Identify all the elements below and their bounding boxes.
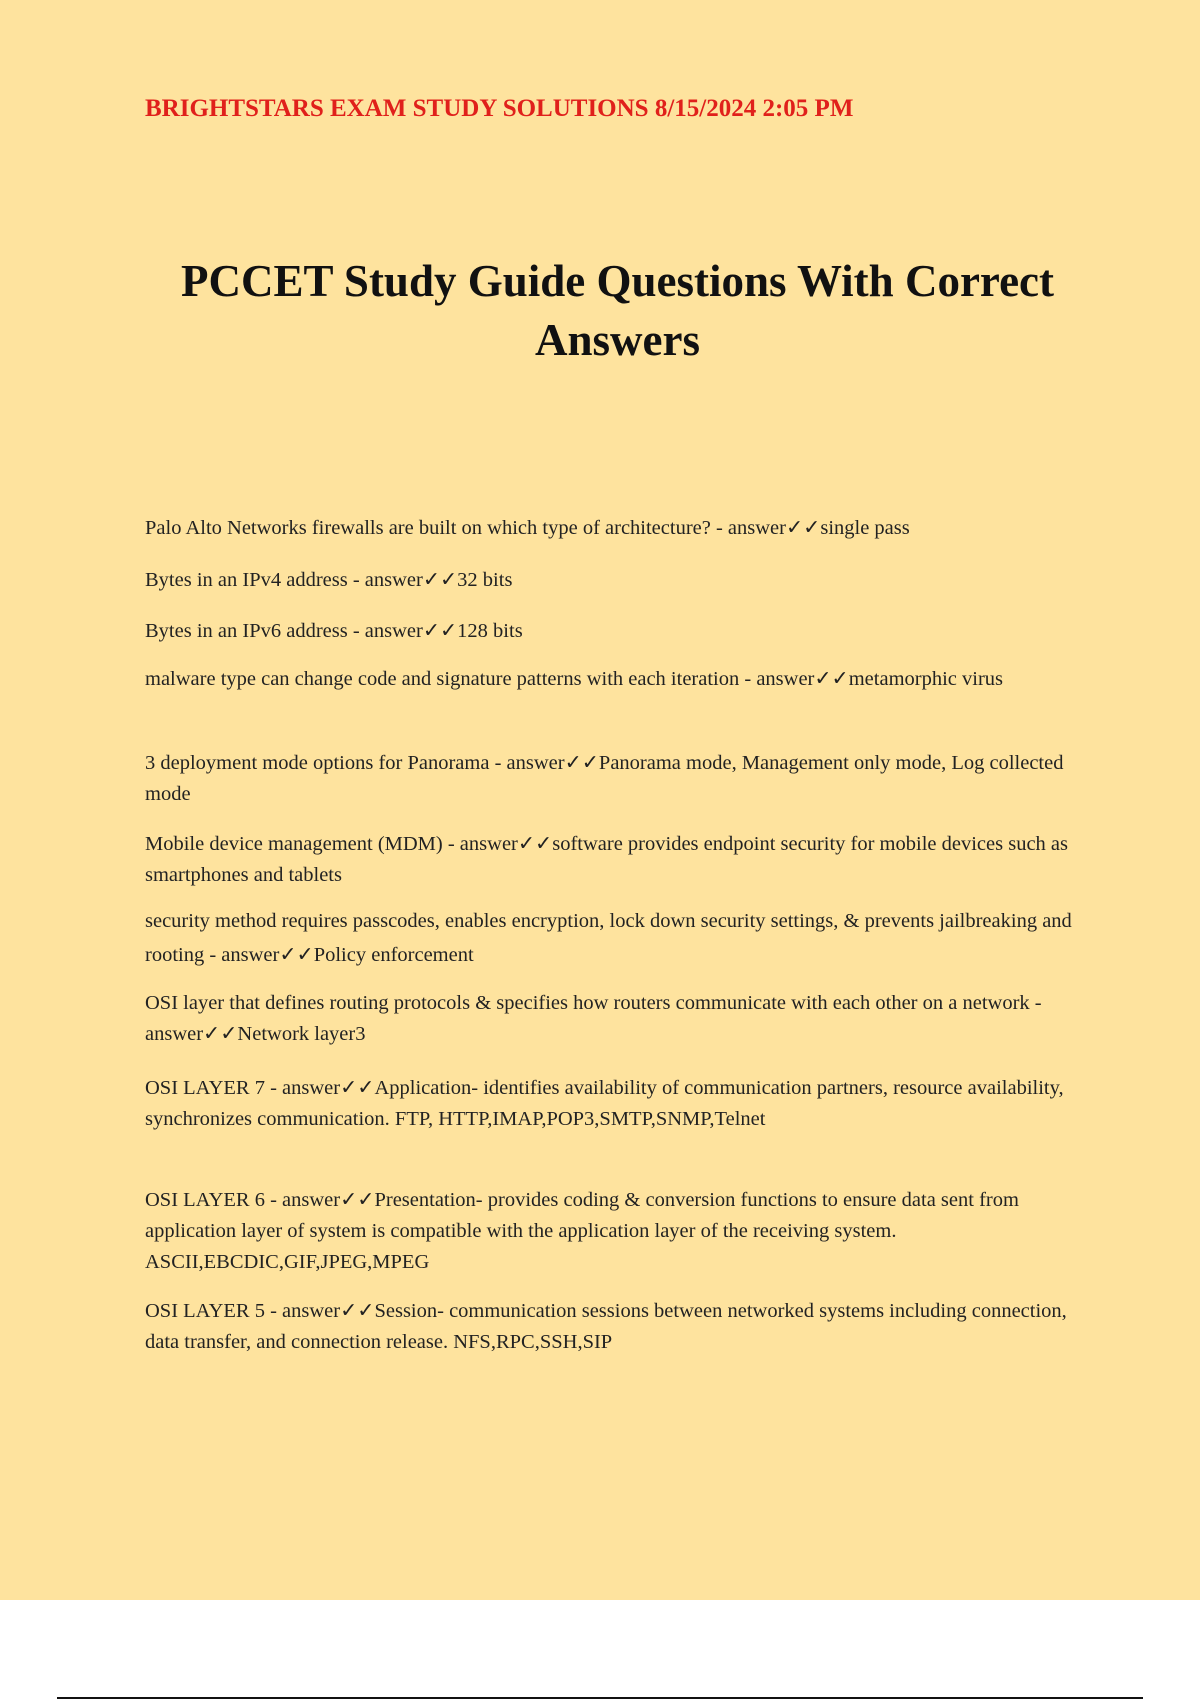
- qa-item-10: OSI LAYER 6 - answer✓✓Presentation- provides coding & conversion functions to ensure data sent from application layer of system is compatible with the application layer of the receiving system. ASCII,EBCDIC,GIF,JPEG,MPEG: [145, 1189, 1019, 1273]
- qa-item-2: Bytes in an IPv4 address - answer✓✓32 bits: [145, 569, 513, 591]
- footer-divider: [57, 1697, 1143, 1699]
- qa-item-11: OSI LAYER 5 - answer✓✓Session- communication sessions between networked systems including connection, data transfer, and connection release. NFS,RPC,SSH,SIP: [145, 1300, 1067, 1353]
- document-header: BRIGHTSTARS EXAM STUDY SOLUTIONS 8/15/2024 2:05 PM: [145, 95, 854, 122]
- qa-item-1: Palo Alto Networks firewalls are built on which type of architecture? - answer✓✓single pass: [145, 517, 910, 539]
- qa-item-9: OSI LAYER 7 - answer✓✓Application- identifies availability of communication partners, resource availability, synchronizes communication. FTP, HTTP,IMAP,POP3,SMTP,SNMP,Telnet: [145, 1077, 1064, 1130]
- qa-item-4: malware type can change code and signature patterns with each iteration - answer✓✓metamorphic virus: [145, 668, 1004, 690]
- qa-item-6: Mobile device management (MDM) - answer✓✓software provides endpoint security for mobile devices such as smartphones and tablets: [145, 833, 1068, 886]
- qa-item-8: OSI layer that defines routing protocols & specifies how routers communicate with each other on a network - answer✓✓Network layer3: [145, 992, 1042, 1045]
- qa-item-3: Bytes in an IPv6 address - answer✓✓128 bits: [145, 620, 523, 642]
- qa-item-7: security method requires passcodes, enables encryption, lock down security settings, & prevents jailbreaking and rooting - answer✓✓Policy enforcement: [145, 910, 1072, 966]
- qa-item-5: 3 deployment mode options for Panorama - answer✓✓Panorama mode, Management only mode, Log collected mode: [145, 752, 1064, 805]
- document-title: PCCET Study Guide Questions With Correct Answers: [180, 256, 1055, 365]
